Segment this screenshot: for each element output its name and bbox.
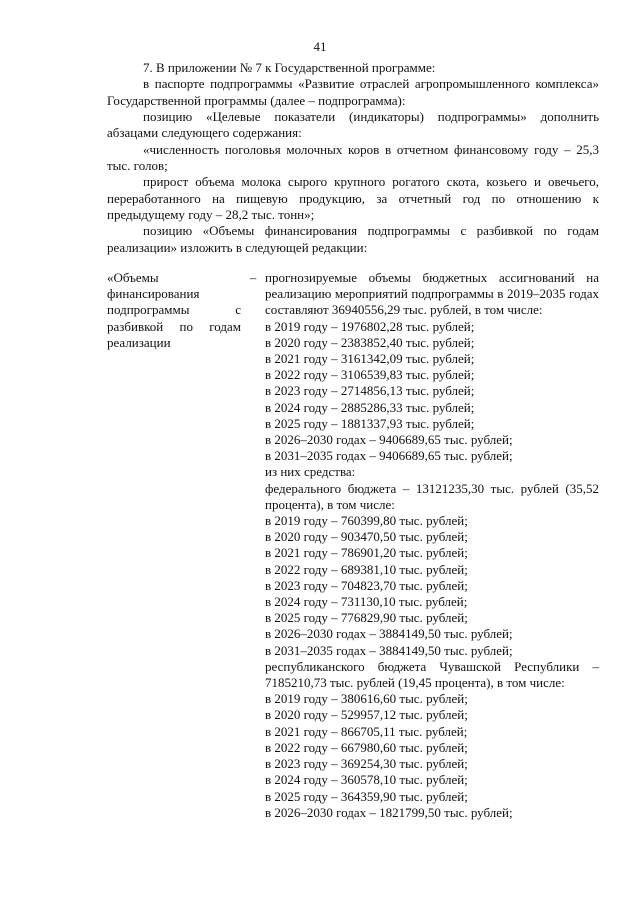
financing-line: республиканского бюджета Чувашской Республики – 7185210,73 тыс. рублей (19,45 процента), в том числе: xyxy=(265,658,599,691)
financing-line: в 2026–2030 годах – 9406689,65 тыс. рублей; xyxy=(265,432,513,448)
financing-line: в 2020 году – 529957,12 тыс. рублей; xyxy=(265,707,468,723)
page-number: 41 xyxy=(313,39,327,54)
financing-line: в 2024 году – 360578,10 тыс. рублей; xyxy=(265,772,468,788)
financing-line: из них средства: xyxy=(265,464,356,480)
financing-line: в 2022 году – 689381,10 тыс. рублей; xyxy=(265,561,468,577)
financing-line: в 2023 году – 2714856,13 тыс. рублей; xyxy=(265,383,475,399)
financing-line: в 2026–2030 годах – 3884149,50 тыс. рублей; xyxy=(265,626,513,642)
financing-line: в 2021 году – 3161342,09 тыс. рублей; xyxy=(265,351,475,367)
financing-label: «Объемы финансирования подпрограммы с разбивкой по годам реализации xyxy=(107,270,241,350)
financing-line: в 2025 году – 776829,90 тыс. рублей; xyxy=(265,610,468,626)
financing-line: в 2021 году – 786901,20 тыс. рублей; xyxy=(265,545,468,561)
financing-line: в 2023 году – 369254,30 тыс. рублей; xyxy=(265,756,468,772)
intro-paragraph: позицию «Целевые показатели (индикаторы) подпрограммы» дополнить абзацами следующего содержания: xyxy=(107,109,599,141)
financing-line: в 2019 году – 380616,60 тыс. рублей; xyxy=(265,691,468,707)
financing-line: в 2031–2035 годах – 9406689,65 тыс. рублей; xyxy=(265,448,513,464)
financing-line: в 2024 году – 731130,10 тыс. рублей; xyxy=(265,594,468,610)
financing-line: в 2025 году – 1881337,93 тыс. рублей; xyxy=(265,415,475,431)
financing-dash: – xyxy=(249,270,257,285)
intro-paragraph: прирост объема молока сырого крупного рогатого скота, козьего и овечьего, переработанного на пищевую продукцию, за отчетный год по отношению к предыдущему году – 28,2 тыс. тонн»; xyxy=(107,174,599,223)
financing-line: в 2026–2030 годах – 1821799,50 тыс. рублей; xyxy=(265,804,513,820)
intro-paragraph: позицию «Объемы финансирования подпрограммы с разбивкой по годам реализации» изложить в следующей редакции: xyxy=(107,223,599,255)
intro-paragraph: в паспорте подпрограммы «Развитие отраслей агропромышленного комплекса» Государственной программы (далее – подпрограмма): xyxy=(107,76,599,108)
financing-line: в 2020 году – 903470,50 тыс. рублей; xyxy=(265,529,468,545)
financing-line: в 2024 году – 2885286,33 тыс. рублей; xyxy=(265,399,475,415)
financing-line: в 2022 году – 667980,60 тыс. рублей; xyxy=(265,739,468,755)
intro-paragraph: «численность поголовья молочных коров в отчетном финансовому году – 25,3 тыс. голов; xyxy=(107,141,599,174)
intro-text xyxy=(107,60,599,256)
financing-details xyxy=(265,270,599,821)
financing-line: в 2020 году – 2383852,40 тыс. рублей; xyxy=(265,334,475,350)
financing-line: в 2021 году – 866705,11 тыс. рублей; xyxy=(265,723,468,739)
financing-line: в 2019 году – 1976802,28 тыс. рублей; xyxy=(265,318,475,334)
financing-line: в 2019 году – 760399,80 тыс. рублей; xyxy=(265,513,468,529)
intro-paragraph: 7. В приложении № 7 к Государственной программе: xyxy=(143,60,436,75)
financing-line: в 2022 году – 3106539,83 тыс. рублей; xyxy=(265,367,475,383)
financing-line: прогнозируемые объемы бюджетных ассигнований на реализацию мероприятий подпрограммы в 2019–2035 годах составляют 36940556,29 тыс. рублей, в том числе: xyxy=(265,270,599,318)
financing-line: в 2023 году – 704823,70 тыс. рублей; xyxy=(265,577,468,593)
financing-line: федерального бюджета – 13121235,30 тыс. рублей (35,52 процента), в том числе: xyxy=(265,480,599,512)
financing-line: в 2031–2035 годах – 3884149,50 тыс. рублей; xyxy=(265,642,513,658)
financing-line: в 2025 году – 364359,90 тыс. рублей; xyxy=(265,788,468,804)
